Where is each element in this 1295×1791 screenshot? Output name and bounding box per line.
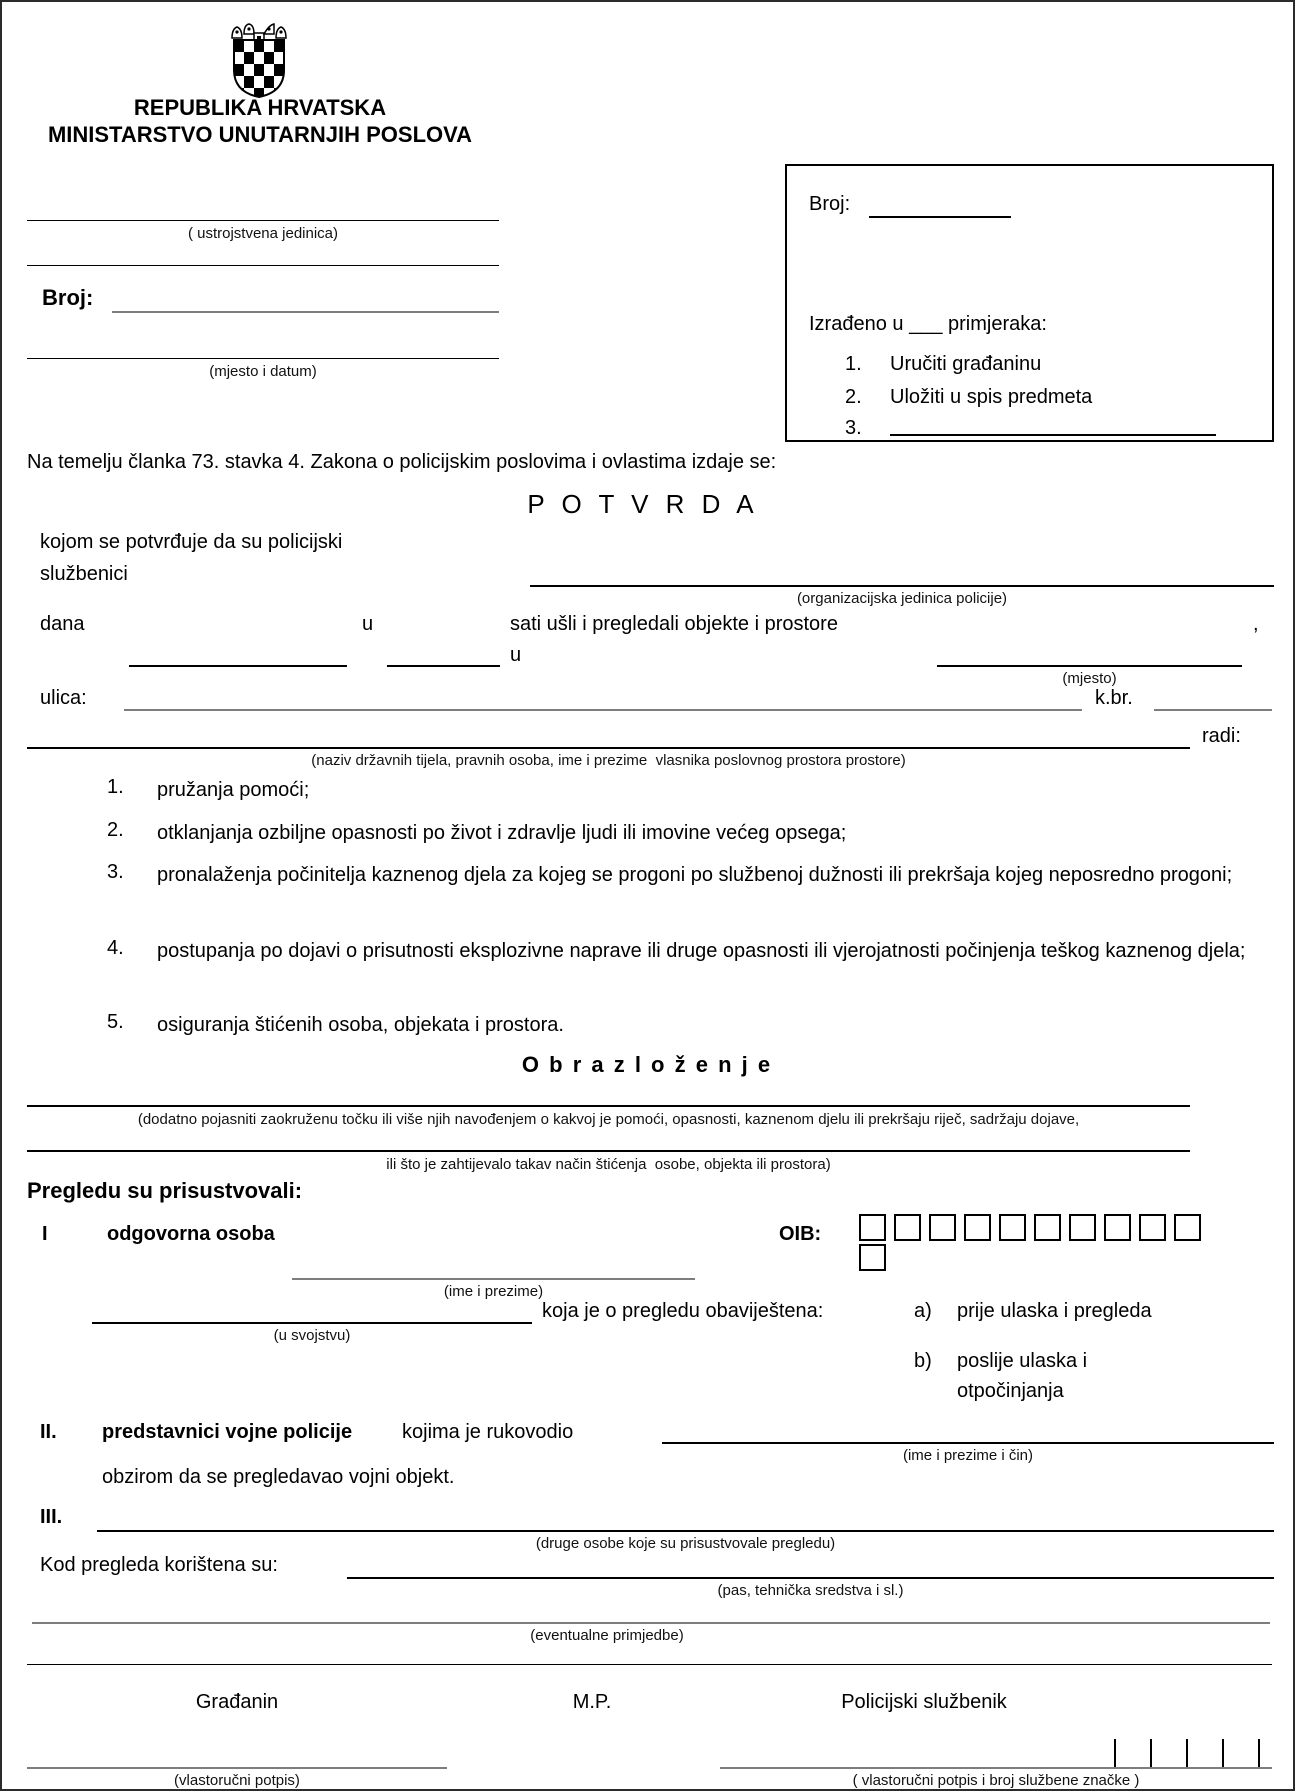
oib-row1 xyxy=(859,1214,1201,1241)
dana-label: dana xyxy=(40,613,85,635)
section2-note: obzirom da se pregledavao vojni objekt. xyxy=(102,1466,455,1488)
copies-broj-label: Broj: xyxy=(809,193,851,215)
header-ministry: MINISTARSTVO UNUTARNJIH POSLOVA xyxy=(47,122,473,147)
officer-label: Policijski službenik xyxy=(841,1691,1007,1713)
option-b-num: b) xyxy=(914,1350,932,1372)
citizen-signature-caption: (vlastoručni potpis) xyxy=(174,1772,300,1789)
oib-row2 xyxy=(859,1244,886,1271)
badge-number-tick xyxy=(1186,1739,1188,1767)
document-title: P O T V R D A xyxy=(527,489,759,519)
sati-text: sati ušli i pregledali objekte i prostore xyxy=(510,613,838,635)
reason-text: pronalaženja počinitelja kaznenog djela za kojeg se progoni po službenoj dužnosti ili prekršaja kojeg neposredno progoni; xyxy=(157,864,1233,886)
footer-separator-line xyxy=(27,1664,1272,1665)
option-a-text: prije ulaska i pregleda xyxy=(957,1300,1152,1322)
attendees-heading: Pregledu su prisustvovali: xyxy=(27,1178,303,1203)
officer-signature-line[interactable] xyxy=(720,1767,1272,1769)
name-blank-line[interactable] xyxy=(292,1278,695,1280)
other-persons-blank-line[interactable] xyxy=(97,1530,1274,1532)
option-b-text-line1: poslije ulaska i xyxy=(957,1350,1088,1372)
section1-numeral: I xyxy=(42,1223,48,1245)
option-a-num: a) xyxy=(914,1300,932,1322)
copies-item-label: Uručiti građaninu xyxy=(890,353,1042,375)
street-blank-line[interactable] xyxy=(124,709,1082,711)
u-label-2: u xyxy=(510,644,522,666)
oib-digit-cell[interactable] xyxy=(859,1244,886,1271)
place-caption: (mjesto) xyxy=(1062,670,1117,687)
oib-digit-cell[interactable] xyxy=(1034,1214,1061,1241)
explanation-blank-line-1[interactable] xyxy=(27,1105,1190,1107)
explanation-title: O b r a z l o ž e n j e xyxy=(521,1052,773,1077)
radi-label: radi: xyxy=(1202,725,1241,747)
confirm-text-line1: kojom se potvrđuje da su policijski xyxy=(40,531,343,553)
badge-number-tick xyxy=(1258,1739,1260,1767)
oib-digit-cell[interactable] xyxy=(1139,1214,1166,1241)
reason-num: 1. xyxy=(107,776,124,798)
unit-blank-line[interactable] xyxy=(27,220,499,221)
police-unit-blank-line[interactable] xyxy=(530,585,1274,587)
name-caption: (ime i prezime) xyxy=(443,1283,544,1300)
commander-caption: (ime i prezime i čin) xyxy=(902,1447,1034,1464)
citizen-signature-line[interactable] xyxy=(27,1767,447,1769)
confirm-text-line2: službenici xyxy=(40,563,128,585)
explanation-blank-line-2[interactable] xyxy=(27,1150,1190,1152)
stamp-label: M.P. xyxy=(572,1691,612,1713)
reason-text: postupanja po dojavi o prisutnosti eksplozivne naprave ili druge opasnosti ili vjerojatnosti počinjenja teškog kaznenog djela; xyxy=(157,940,1246,962)
place-blank-line[interactable] xyxy=(937,665,1242,667)
reason-num: 4. xyxy=(107,937,124,959)
unit-caption: ( ustrojstvena jedinica) xyxy=(187,225,339,242)
header-country: REPUBLIKA HRVATSKA xyxy=(133,95,387,120)
street-label: ulica: xyxy=(40,687,87,709)
oib-digit-cell[interactable] xyxy=(1069,1214,1096,1241)
other-persons-caption: (druge osobe koje su prisustvovale pregledu) xyxy=(535,1535,836,1552)
comma-text: , xyxy=(1253,613,1259,635)
oib-digit-cell[interactable] xyxy=(1174,1214,1201,1241)
place-date-blank-line[interactable] xyxy=(27,358,499,359)
badge-number-tick xyxy=(1114,1739,1116,1767)
reason-num: 5. xyxy=(107,1011,124,1033)
section2-numeral: II. xyxy=(40,1421,57,1443)
copies-broj-blank-line[interactable] xyxy=(869,216,1011,218)
citizen-label: Građanin xyxy=(195,1691,279,1713)
reason-num: 3. xyxy=(107,861,124,883)
remarks-caption: (eventualne primjedbe) xyxy=(530,1627,684,1644)
broj-blank-line[interactable] xyxy=(112,311,499,313)
copies-item-num: 3. xyxy=(845,417,862,439)
oib-digit-cell[interactable] xyxy=(859,1214,886,1241)
oib-digit-cell[interactable] xyxy=(929,1214,956,1241)
oib-digit-cell[interactable] xyxy=(999,1214,1026,1241)
time-blank-line[interactable] xyxy=(387,665,500,667)
section2-rest-text: kojima je rukovodio xyxy=(402,1421,574,1443)
u-label-1: u xyxy=(362,613,374,635)
date-blank-line[interactable] xyxy=(129,665,347,667)
house-number-label: k.br. xyxy=(1095,687,1133,709)
owner-caption: (naziv državnih tijela, pravnih osoba, ime i prezime vlasnika poslovnog prostora prostore) xyxy=(311,752,906,769)
option-b-text-line2: otpočinjanja xyxy=(957,1380,1064,1402)
explanation-caption-1: (dodatno pojasniti zaokruženu točku ili više njih navođenjem o kakvoj je pomoći, opasnosti, kaznenom djelu ili prekršaju riječ, sadržaju dojave, xyxy=(137,1111,1080,1128)
section1-label: odgovorna osoba xyxy=(107,1223,275,1245)
legal-basis-text: Na temelju članka 73. stavka 4. Zakona o policijskim poslovima i ovlastima izdaje se: xyxy=(27,451,777,473)
officer-signature-caption: ( vlastoručni potpis i broj službene značke ) xyxy=(852,1772,1140,1789)
police-unit-caption: (organizacijska jedinica policije) xyxy=(796,590,1008,607)
informed-text: koja je o pregledu obaviještena: xyxy=(542,1300,824,1322)
copies-item-num: 1. xyxy=(845,353,862,375)
broj-label: Broj: xyxy=(42,285,94,310)
reason-text: osiguranja štićenih osoba, objekata i prostora. xyxy=(157,1014,564,1036)
section2-bold-text: predstavnici vojne policije xyxy=(102,1421,353,1443)
croatia-coat-of-arms-icon xyxy=(228,22,290,98)
badge-number-tick xyxy=(1150,1739,1152,1767)
copies-made-in-line: Izrađeno u ___ primjeraka: xyxy=(809,313,1047,335)
oib-label: OIB: xyxy=(779,1223,822,1245)
oib-digit-cell[interactable] xyxy=(894,1214,921,1241)
unit-blank-line-2[interactable] xyxy=(27,265,499,266)
used-caption: (pas, tehnička sredstva i sl.) xyxy=(717,1582,904,1599)
badge-number-cells xyxy=(1114,1739,1260,1767)
reason-text: pružanja pomoći; xyxy=(157,779,310,801)
copies-item3-blank-line[interactable] xyxy=(890,434,1216,436)
used-label: Kod pregleda korištena su: xyxy=(40,1554,278,1576)
badge-number-tick xyxy=(1222,1739,1224,1767)
section3-numeral: III. xyxy=(40,1506,63,1528)
owner-blank-line[interactable] xyxy=(27,747,1190,749)
oib-digit-cell[interactable] xyxy=(964,1214,991,1241)
copies-item-label: Uložiti u spis predmeta xyxy=(890,386,1093,408)
capacity-caption: (u svojstvu) xyxy=(273,1327,351,1344)
copies-item-num: 2. xyxy=(845,386,862,408)
commander-blank-line[interactable] xyxy=(662,1442,1274,1444)
capacity-blank-line[interactable] xyxy=(92,1322,532,1324)
oib-digit-cell[interactable] xyxy=(1104,1214,1131,1241)
reason-num: 2. xyxy=(107,819,124,841)
used-blank-line[interactable] xyxy=(347,1577,1274,1579)
explanation-caption-2: ili što je zahtijevalo takav način štićenja osobe, objekta ili prostora) xyxy=(386,1156,831,1173)
place-date-caption: (mjesto i datum) xyxy=(209,363,317,380)
house-number-blank-line[interactable] xyxy=(1154,709,1272,711)
copies-box xyxy=(785,164,1274,442)
remarks-blank-line[interactable] xyxy=(32,1622,1270,1624)
reason-text: otklanjanja ozbiljne opasnosti po život i zdravlje ljudi ili imovine većeg opsega; xyxy=(157,822,847,844)
